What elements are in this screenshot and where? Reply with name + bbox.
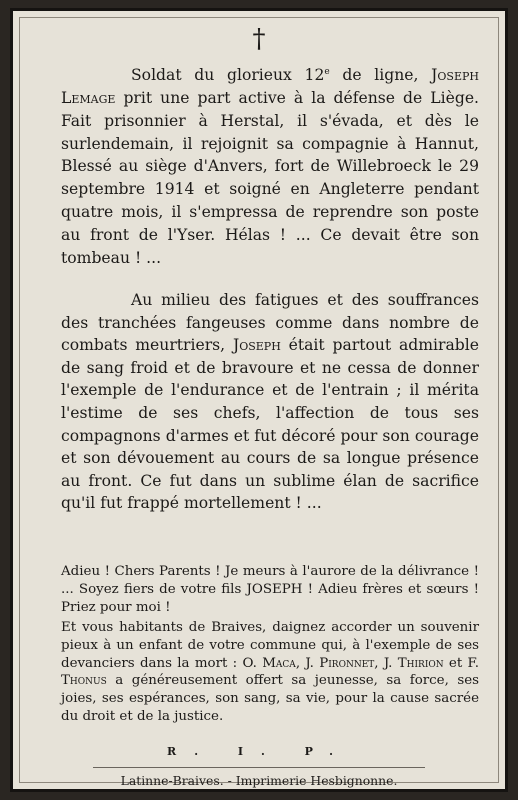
predecessor-name-3: J. Thirion [383,655,444,671]
p3-text-a: Adieu ! Chers Parents ! Je meurs à l'aurore de la délivrance ! ... Soyez fiers de votre fils [61,564,479,597]
paragraph-front-service [61,289,479,515]
p1-text-c: prit une part active à la défense de Liège. Fait prisonnier à Herstal, il s'évada, et dès le surlendemain, il rejoignit sa compagnie à Hannut, Blessé au siège d'Anvers, fort de Willebroeck le 29 septembre 1914 et soigné en Angleterre pendant quatre mois, il s'empressa de reprendre son poste au front de l'Yser. Hélas ! ... Ce devait être son tombeau ! ... [61,88,479,267]
paragraph-appeal [61,619,479,726]
soldier-first-name: Joseph [232,336,281,355]
p4-sep-1: , [295,655,306,671]
p3-text-b: ! Adieu frères et sœurs ! Priez pour moi ! [61,581,479,615]
p2-text-a: Au milieu des fatigues et des souffrances des tranchées fangeuses comme dans nombre de combats meurtriers, [61,291,479,355]
printer-credit: Latinne-Braives. - Imprimerie Hesbignonne. [120,773,398,788]
p4-text-a: Et vous habitants de Braives, daignez accorder un souvenir pieux à un enfant de votre commune qui, à l'exemple de ses devanciers dans la mort : [61,620,479,671]
p1-text-b: de ligne, [329,66,432,85]
predecessor-name-2: J. Pironnet [305,655,375,671]
p4-sep-3: et [443,655,468,671]
p1-text-a: Soldat du glorieux 12 [131,66,325,85]
p4-sep-2: , [374,655,384,671]
soldier-name: Joseph Lemage [61,66,479,107]
cross-icon: † [252,24,266,54]
predecessor-name-1: O. Maca [242,655,296,671]
p3-name: JOSEPH [246,581,303,597]
p2-text-b: était partout admirable de sang froid et de bravoure et ne cessa de donner l'exemple de l'endurance et de l'entrain ; il mérita l'estime de ses chefs, l'affection de tous ses compagnons d'armes et fut décoré pour son courage et son dévouement au cours de sa longue présence au front. Ce fut dans un sublime élan de sacrifice qu'il fut frappé mortellement ! ... [61,336,479,513]
p1-superscript: e [324,67,330,77]
paragraph-biography [61,61,479,269]
footer-divider [93,767,425,768]
rip-inscription: R. I. P. [167,745,351,758]
predecessor-name-4: F. Thonus [61,655,479,689]
memorial-card [10,8,508,792]
paragraph-farewell [61,563,479,616]
p4-text-b: a généreusement offert sa jeunesse, sa force, ses joies, ses espérances, son sang, sa vie, pour la cause sacrée du droit et de la justice. [61,673,479,724]
